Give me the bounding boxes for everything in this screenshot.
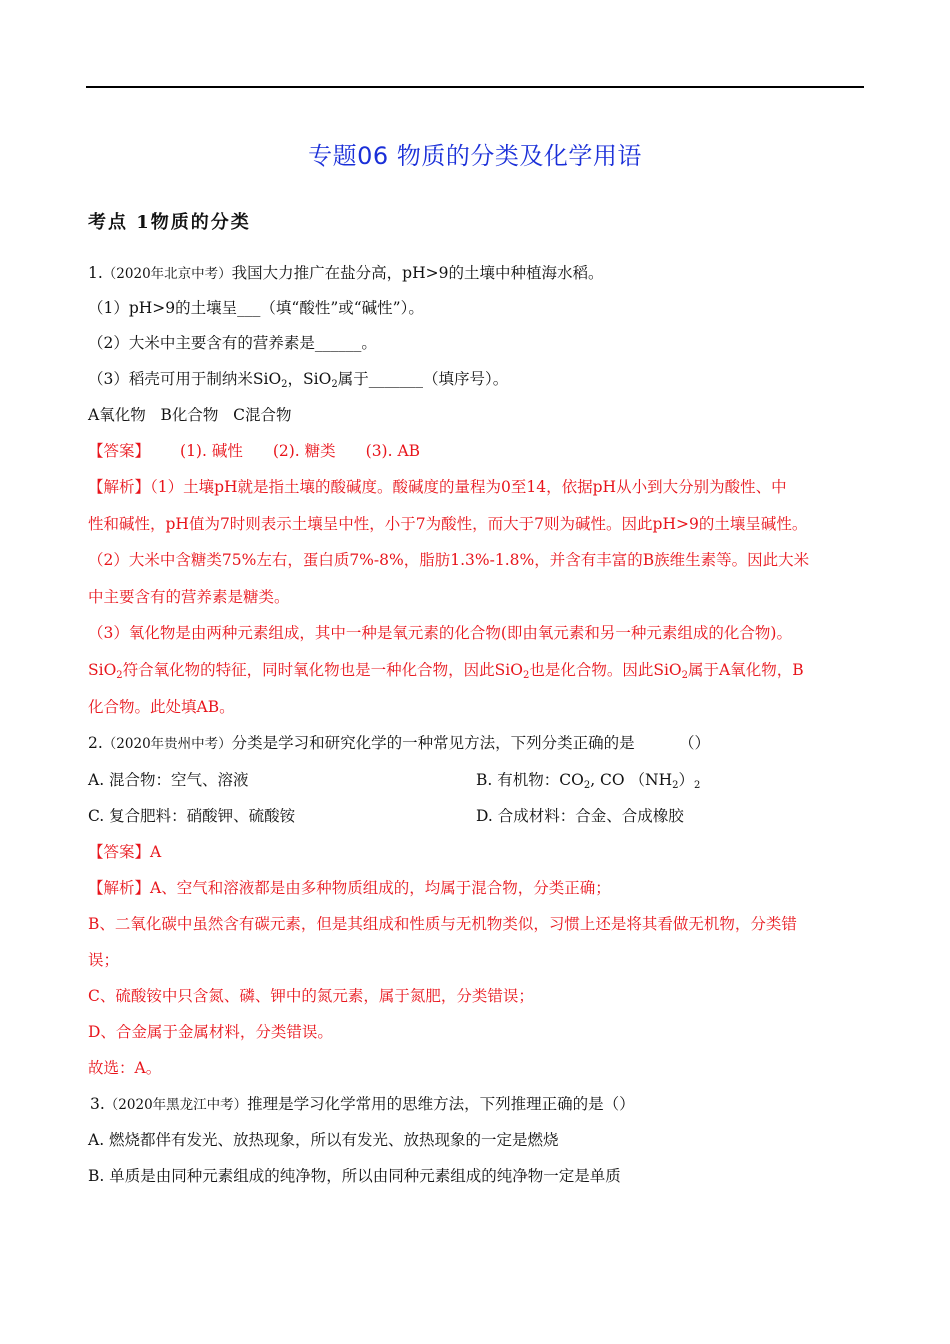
answer-part-3: (3). AB [365,442,421,460]
q2-stem-line [88,732,710,755]
q1-explanation-line: 化合物。此处填AB。 [88,698,235,716]
subscript: 2 [331,379,338,390]
text: B. 有机物：CO [476,771,584,789]
subscript: 2 [116,670,123,681]
text: , CO （NH [590,771,673,789]
q2-source: （2020年贵州中考） [102,736,232,752]
q3-source: （2020年黑龙江中考） [104,1097,248,1113]
q2-explanation-line: 【解析】A、空气和溶液都是由多种物质组成的，均属于混合物，分类正确； [88,879,611,897]
q3-option-a: A. 燃烧都伴有发光、放热现象，所以有发光、放热现象的一定是燃烧 [88,1131,559,1149]
q1-explanation-line: 中主要含有的营养素是糖类。 [88,588,290,606]
q2-stem: 分类是学习和研究化学的一种常见方法，下列分类正确的是 （） [231,734,711,752]
q1-s3-text-c: 属于_______（填序号）。 [337,370,509,388]
q1-options: A氧化物 B化合物 C混合物 [88,406,292,424]
q1-subquestion-3 [88,368,508,396]
q1-answer [88,440,420,462]
q1-explanation-line: 性和碱性，pH值为7时则表示土壤呈中性，小于7为酸性，而大于7则为碱性。因此pH>9的土壤呈碱性。 [88,515,808,533]
q1-explanation-line [88,659,804,687]
answer-part-1: (1). 碱性 [180,442,243,460]
subscript: 2 [681,670,689,681]
text: 也是化合物。因此SiO [529,661,682,679]
q2-option-b [476,769,700,797]
q2-option-a: A. 混合物：空气、溶液 [88,771,249,789]
q1-s3-text-b: ，SiO [287,370,332,388]
q2-option-d: D. 合成材料：合金、合成橡胶 [476,807,684,825]
q2-explanation-line: D、合金属于金属材料，分类错误。 [88,1023,333,1041]
header-rule [86,86,864,88]
q3-number: 3. [90,1095,105,1113]
subscript: 2 [281,379,288,390]
subscript: 2 [694,780,701,791]
answer-label: 【答案】 [88,442,151,460]
q2-explanation-line: C、硫酸铵中只含氮、磷、钾中的氮元素，属于氮肥，分类错误； [88,987,534,1005]
text: 符合氧化物的特征，同时氧化物也是一种化合物，因此SiO [122,661,523,679]
subscript: 2 [522,670,530,681]
q1-s3-text-a: （3）稻壳可用于制纳米SiO [88,370,282,388]
text: 属于A氧化物，B [688,661,804,679]
q2-number: 2. [88,734,103,752]
q1-explanation-line: 【解析】（1）土壤pH就是指土壤的酸碱度。酸碱度的量程为0至14，依据pH从小到大分别为酸性、中 [88,478,787,496]
text: ） [678,771,695,789]
subscript: 2 [583,780,591,791]
q2-explanation-line: 故选：A。 [88,1059,162,1077]
page-title: 专题06 物质的分类及化学用语 [308,142,642,170]
q3-stem: 推理是学习化学常用的思维方法，下列推理正确的是（） [247,1095,635,1113]
text: SiO [88,661,117,679]
q2-option-c: C. 复合肥料：硝酸钾、硫酸铵 [88,807,296,825]
q1-stem: 我国大力推广在盐分高，pH>9的土壤中种植海水稻。 [231,264,604,282]
q1-number: 1. [88,264,103,282]
q1-stem-line [88,262,603,285]
q2-explanation-line: 误； [88,951,120,969]
q1-explanation-line: （2）大米中含糖类75%左右，蛋白质7%-8%，脂肪1.3%-1.8%，并含有丰富的B族维生素等。因此大米 [88,551,810,569]
q1-subquestion-1: （1）pH>9的土壤呈___（填“酸性”或“碱性”）。 [88,299,424,317]
q3-stem-line [90,1093,635,1116]
q3-option-b: B. 单质是由同种元素组成的纯净物，所以由同种元素组成的纯净物一定是单质 [88,1167,621,1185]
q1-subquestion-2: （2）大米中主要含有的营养素是______。 [88,334,377,352]
section-heading: 考点 1物质的分类 [88,212,251,233]
q1-explanation-line: （3）氧化物是由两种元素组成，其中一种是氧元素的化合物(即由氧元素和另一种元素组成的化合物)。 [88,624,792,642]
answer-part-2: (2). 糖类 [272,442,336,460]
q1-source: （2020年北京中考） [102,266,232,282]
q2-explanation-line: B、二氧化碳中虽然含有碳元素，但是其组成和性质与无机物类似，习惯上还是将其看做无机物，分类错 [88,915,797,933]
subscript: 2 [672,780,679,791]
q2-answer: 【答案】A [88,843,162,861]
